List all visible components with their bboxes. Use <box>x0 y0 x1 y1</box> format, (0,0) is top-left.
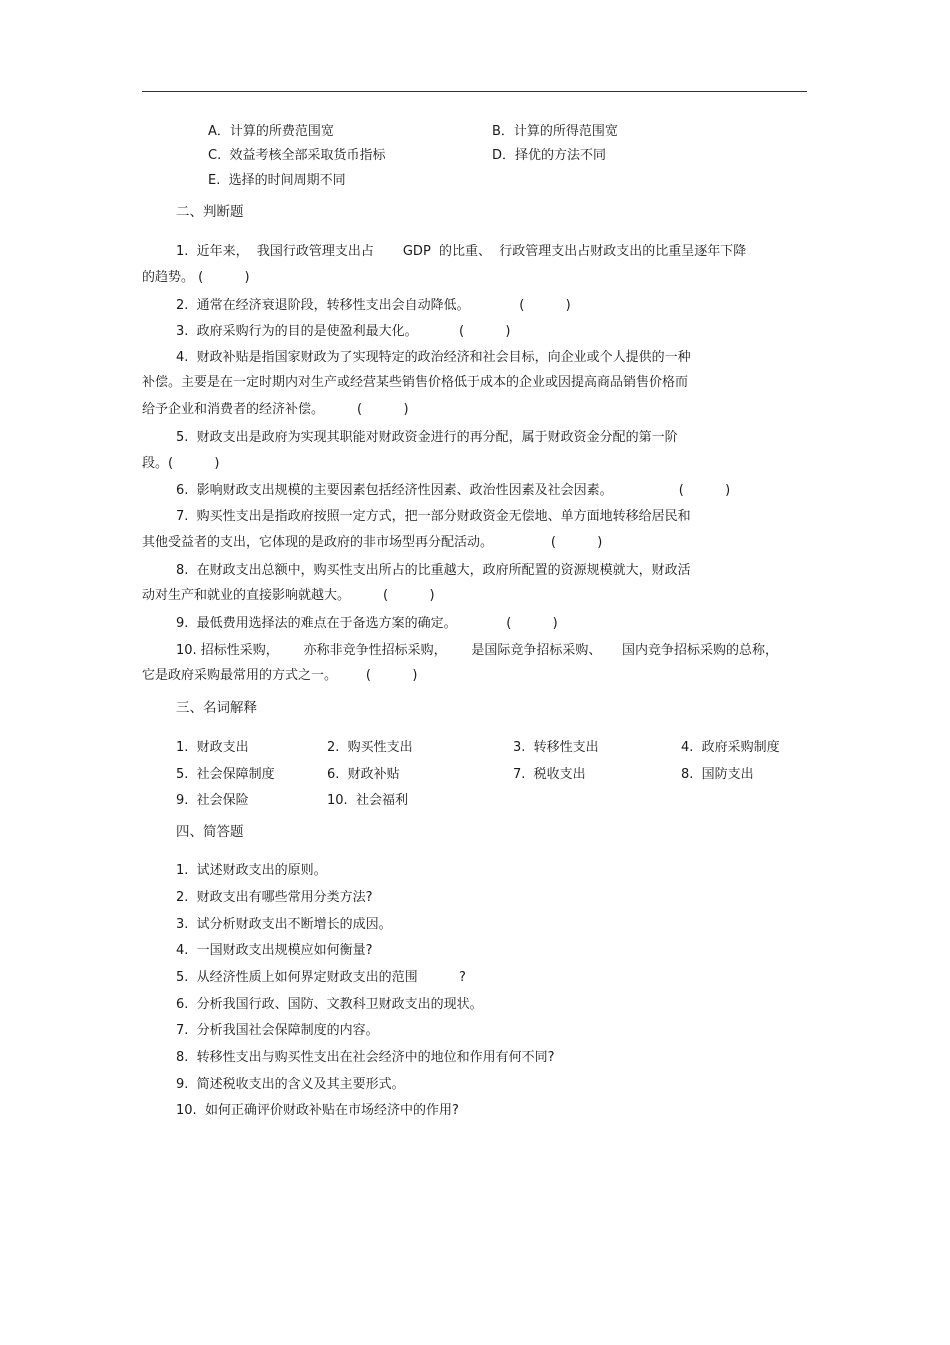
term-9: 9. 社会保险 <box>176 793 249 808</box>
term-10: 10. 社会福利 <box>327 793 408 808</box>
term-7: 7. 税收支出 <box>513 767 586 782</box>
short-answer-q6: 6. 分析我国行政、国防、文教科卫财政支出的现状。 <box>176 997 483 1012</box>
short-answer-q2: 2. 财政支出有哪些常用分类方法? <box>176 890 373 905</box>
judgment-q4-line1: 4. 财政补贴是指国家财政为了实现特定的政治经济和社会目标，向企业或个人提供的一种 <box>176 350 691 365</box>
short-answer-q1: 1. 试述财政支出的原则。 <box>176 863 327 878</box>
option-d: D．择优的方法不同 <box>492 148 607 163</box>
short-answer-q8: 8. 转移性支出与购买性支出在社会经济中的地位和作用有何不同? <box>176 1050 555 1065</box>
section-title-terms: 三、名词解释 <box>176 700 257 716</box>
header-rule <box>142 91 807 92</box>
short-answer-q5: 5. 从经济性质上如何界定财政支出的范围 ? <box>176 970 466 985</box>
judgment-q7-line2: 其他受益者的支出，它体现的是政府的非市场型再分配活动。 ( ) <box>142 535 603 550</box>
term-4: 4. 政府采购制度 <box>681 740 780 755</box>
option-c: C. 效益考核全部采取货币指标 <box>208 148 386 163</box>
judgment-q1-line1: 1. 近年来， 我国行政管理支出占 GDP 的比重、 行政管理支出占财政支出的比重呈逐年下降 <box>176 244 747 259</box>
short-answer-q4: 4. 一国财政支出规模应如何衡量? <box>176 943 373 958</box>
judgment-q5-line1: 5. 财政支出是政府为实现其职能对财政资金进行的再分配，属于财政资金分配的第一阶 <box>176 430 678 445</box>
term-1: 1. 财政支出 <box>176 740 249 755</box>
section-title-short-answer: 四、简答题 <box>176 824 244 840</box>
short-answer-q10: 10. 如何正确评价财政补贴在市场经济中的作用? <box>176 1103 459 1118</box>
short-answer-q9: 9. 简述税收支出的含义及其主要形式。 <box>176 1077 405 1092</box>
judgment-q8-line2: 动对生产和就业的直接影响就越大。 ( ) <box>142 588 435 603</box>
judgment-q2: 2. 通常在经济衰退阶段，转移性支出会自动降低。 ( ) <box>176 298 571 313</box>
judgment-q5-line2: 段。( ) <box>142 456 220 471</box>
judgment-q3: 3. 政府采购行为的目的是使盈利最大化。 ( ) <box>176 324 511 339</box>
term-6: 6. 财政补贴 <box>327 767 400 782</box>
judgment-q8-line1: 8. 在财政支出总额中，购买性支出所占的比重越大，政府所配置的资源规模就大，财政活 <box>176 563 691 578</box>
section-title-judgment: 二、判断题 <box>176 204 244 220</box>
option-e: E. 选择的时间周期不同 <box>208 173 346 188</box>
term-8: 8. 国防支出 <box>681 767 754 782</box>
judgment-q9: 9. 最低费用选择法的难点在于备选方案的确定。 ( ) <box>176 616 558 631</box>
option-a: A．计算的所费范围宽 <box>208 124 334 139</box>
judgment-q10-line1: 10. 招标性采购， 亦称非竞争性招标采购， 是国际竞争招标采购、 国内竞争招标采购的总称， <box>176 643 779 658</box>
term-3: 3. 转移性支出 <box>513 740 599 755</box>
judgment-q7-line1: 7. 购买性支出是指政府按照一定方式，把一部分财政资金无偿地、单方面地转移给居民和 <box>176 509 691 524</box>
option-b: B．计算的所得范围宽 <box>492 124 618 139</box>
short-answer-q7: 7. 分析我国社会保障制度的内容。 <box>176 1023 379 1038</box>
judgment-q4-line2: 补偿。主要是在一定时期内对生产或经营某些销售价格低于成本的企业或因提高商品销售价格而 <box>142 375 689 390</box>
short-answer-q3: 3. 试分析财政支出不断增长的成因。 <box>176 917 392 932</box>
judgment-q1-line2: 的趋势。 ( ) <box>142 270 250 285</box>
judgment-q10-line2: 它是政府采购最常用的方式之一。 ( ) <box>142 668 418 683</box>
term-5: 5. 社会保障制度 <box>176 767 275 782</box>
term-2: 2. 购买性支出 <box>327 740 413 755</box>
judgment-q6: 6. 影响财政支出规模的主要因素包括经济性因素、政治性因素及社会因素。 ( ) <box>176 483 731 498</box>
judgment-q4-line3: 给予企业和消费者的经济补偿。 ( ) <box>142 402 409 417</box>
